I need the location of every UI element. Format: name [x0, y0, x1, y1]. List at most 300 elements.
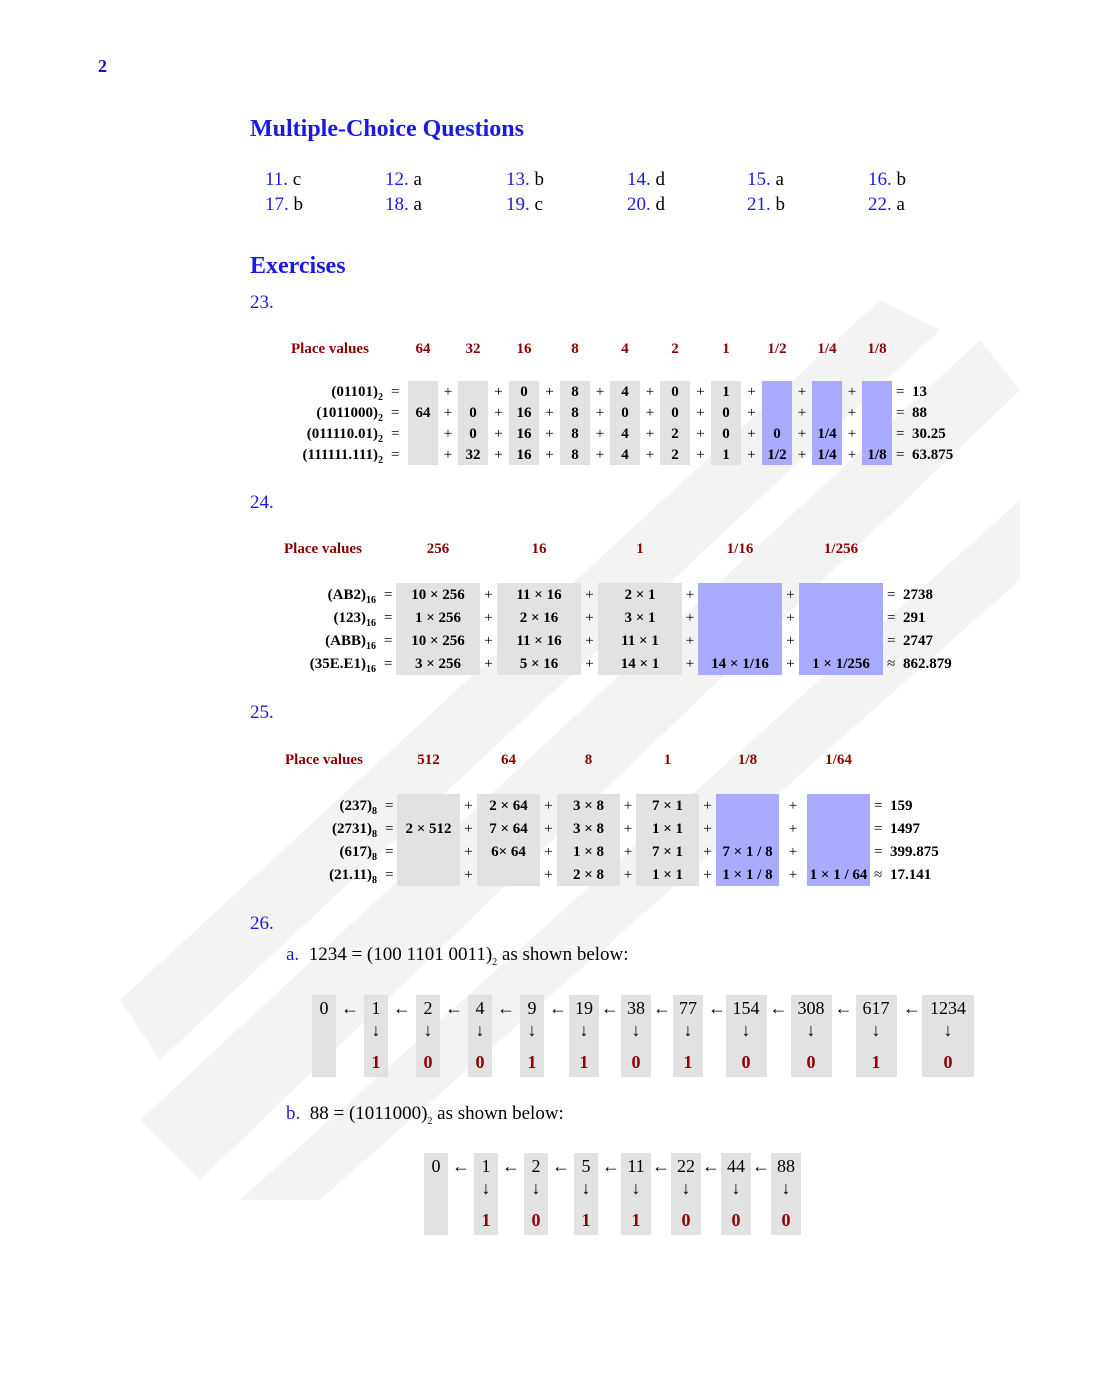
row-number-base: 2 [378, 433, 383, 445]
row-number-value: (011110.01) [306, 425, 378, 442]
quotient-value: 2 [423, 998, 433, 1018]
down-arrow: ↓ [781, 1178, 791, 1198]
down-arrow: ↓ [871, 1020, 881, 1040]
place-value: 256 [426, 541, 450, 557]
row-number-base: 2 [378, 454, 383, 466]
down-arrow: ↓ [741, 1020, 751, 1040]
down-arrow: ↓ [943, 1020, 953, 1040]
mcq-question-number: 18. [385, 194, 409, 215]
plus-sign: + [786, 586, 795, 603]
plus-sign: + [585, 586, 594, 603]
digit-value: 64 [415, 404, 431, 421]
digit-value: 3 × 8 [572, 820, 605, 837]
plus-sign: + [544, 866, 553, 883]
down-arrow: ↓ [806, 1020, 816, 1040]
plus-sign: + [685, 655, 695, 672]
row-number-base: 8 [372, 874, 377, 886]
exercises-heading: Exercises [250, 253, 346, 279]
place-value: 1/16 [726, 541, 754, 557]
result-value: 13 [912, 383, 927, 400]
column-shade [807, 817, 870, 840]
digit-value: 8 [571, 425, 579, 442]
digit-value: 0 [722, 404, 730, 421]
digit-value: 1/2 [767, 446, 787, 463]
plus-sign: + [464, 820, 473, 837]
row-number-base: 16 [366, 617, 376, 629]
part-b-text-post: as shown below: [432, 1103, 564, 1124]
left-arrow: ← [445, 998, 463, 1018]
quotient-value: 38 [627, 998, 645, 1018]
remainder-bit: 0 [731, 1210, 741, 1230]
plus-sign: + [443, 425, 453, 442]
down-arrow: ↓ [681, 1178, 691, 1198]
place-value: 4 [621, 341, 629, 357]
row-number-base: 16 [366, 640, 376, 652]
plus-sign: + [847, 383, 857, 400]
mcq-answer-letter: b [896, 169, 906, 190]
digit-value: 1/8 [867, 446, 887, 463]
part-a-text-post: as shown below: [497, 944, 629, 965]
row-number-value: (123) [333, 609, 366, 626]
mcq-answer-letter: b [775, 194, 785, 215]
place-value: 16 [516, 341, 532, 357]
column-shade [799, 629, 883, 652]
mcq-answer [868, 169, 906, 191]
digit-value: 3 × 1 [624, 609, 656, 626]
digit-value: 1 [722, 446, 730, 463]
plus-sign: + [645, 446, 655, 463]
digit-value: 2 × 8 [572, 866, 605, 883]
mcq-answer-letter: a [413, 194, 422, 215]
digit-value: 32 [465, 446, 481, 463]
digit-value: 0 [469, 425, 477, 442]
result-value: 63.875 [912, 446, 954, 463]
plus-sign: + [484, 632, 493, 649]
column-shade [862, 381, 892, 402]
place-value: 1 [636, 541, 644, 557]
left-arrow: ← [834, 998, 853, 1018]
digit-value: 1 × 1 / 8 [722, 866, 773, 883]
plus-sign: + [847, 446, 857, 463]
left-arrow: ← [502, 1156, 520, 1176]
left-arrow: ← [652, 1156, 670, 1176]
place-value: 16 [531, 541, 547, 557]
equals-sign: = [384, 632, 393, 649]
digit-value: 4 [621, 446, 629, 463]
equals-sign: = [391, 425, 400, 442]
remainder-bit: 0 [943, 1052, 953, 1072]
digit-value: 7 × 1 [651, 797, 684, 814]
mcq-question-number: 17. [265, 194, 289, 215]
plus-sign: + [544, 820, 553, 837]
plus-sign: + [623, 797, 633, 814]
mcq-question-number: 21. [747, 194, 771, 215]
plus-sign: + [797, 404, 807, 421]
mcq-question-number: 11. [265, 169, 289, 190]
digit-value: 1 × 1 [651, 820, 684, 837]
part-a-text: 1234 = (100 1101 0011) [308, 944, 493, 965]
digit-value: 0 [671, 404, 679, 421]
plus-sign: + [494, 446, 503, 463]
place-value: 8 [584, 752, 593, 768]
column-shade [698, 606, 782, 629]
plus-sign: + [703, 866, 712, 883]
plus-sign: + [595, 383, 605, 400]
column-shade [799, 606, 883, 629]
plus-sign: + [545, 446, 554, 463]
plus-sign: + [696, 425, 705, 442]
digit-value: 8 [571, 446, 579, 463]
left-arrow: ← [452, 1156, 470, 1176]
part-a-base: 2 [492, 956, 498, 968]
down-arrow: ↓ [423, 1020, 433, 1040]
place-value: 1/64 [825, 752, 852, 768]
row-number-base: 16 [366, 594, 376, 606]
digit-value: 0 [722, 425, 730, 442]
quotient-value: 9 [527, 998, 537, 1018]
plus-sign: + [443, 446, 453, 463]
plus-sign: + [786, 609, 795, 626]
place-value: 64 [415, 341, 431, 357]
exercise-26b-statement [286, 1103, 564, 1127]
mcq-answer [385, 169, 422, 191]
row-number-value: (01101) [331, 383, 378, 400]
digit-value: 1 × 256 [414, 609, 462, 626]
left-arrow: ← [341, 998, 359, 1018]
exercise-26-label: 26. [250, 913, 274, 934]
quotient-value: 88 [777, 1156, 795, 1176]
quotient-value: 308 [797, 998, 825, 1018]
quotient-value: 2 [531, 1156, 541, 1176]
equals-sign: = [385, 866, 394, 883]
result-relation: = [896, 446, 905, 463]
column-shade [408, 444, 438, 465]
quotient-value: 1 [481, 1156, 491, 1176]
down-arrow: ↓ [371, 1020, 381, 1040]
plus-sign: + [484, 655, 493, 672]
quotient-value: 0 [319, 998, 329, 1018]
column-shade [807, 794, 870, 817]
place-value: 32 [465, 341, 481, 357]
row-number-base: 2 [378, 391, 383, 403]
place-value: 64 [501, 752, 516, 768]
place-value: 1/8 [867, 341, 887, 357]
plus-sign: + [544, 797, 553, 814]
row-number [217, 865, 377, 891]
down-arrow: ↓ [579, 1020, 589, 1040]
left-arrow: ← [497, 998, 515, 1018]
digit-value: 4 [621, 425, 629, 442]
plus-sign: + [464, 866, 473, 883]
digit-value: 2 × 16 [519, 609, 559, 626]
column-shade [408, 381, 438, 402]
place-value: 512 [417, 752, 440, 768]
plus-sign: + [788, 843, 798, 860]
digit-value: 14 × 1 [620, 655, 660, 672]
down-arrow: ↓ [731, 1178, 741, 1198]
mcq-answer-letter: a [775, 169, 784, 190]
quotient-value: 11 [627, 1156, 645, 1176]
plus-sign: + [443, 383, 453, 400]
digit-value: 11 × 1 [621, 632, 659, 649]
equals-sign: = [384, 655, 393, 672]
result-relation: = [896, 383, 905, 400]
remainder-bit: 1 [581, 1210, 591, 1230]
result-relation: ≈ [887, 655, 896, 672]
equals-sign: = [384, 586, 393, 603]
mcq-question-number: 16. [868, 169, 892, 190]
digit-value: 10 × 256 [411, 632, 465, 649]
column-shade [762, 381, 792, 402]
digit-value: 1 × 1 / 64 [809, 866, 868, 883]
result-value: 1497 [890, 820, 920, 837]
result-value: 291 [903, 609, 926, 626]
row-number-value: (111111.111) [302, 446, 378, 463]
digit-value: 1 × 1 [651, 866, 684, 883]
digit-value: 11 × 16 [516, 632, 562, 649]
mcq-question-number: 13. [506, 169, 530, 190]
digit-value: 3 × 8 [572, 797, 605, 814]
left-arrow: ← [601, 998, 619, 1018]
result-relation: = [887, 586, 896, 603]
plus-sign: + [788, 820, 798, 837]
place-values-label: Place values [285, 752, 363, 768]
row-number-value: (21.11) [329, 866, 372, 883]
place-values-label: Place values [284, 541, 362, 557]
column-shade [862, 423, 892, 444]
row-number-value: (2731) [332, 820, 372, 837]
mcq-question-number: 12. [385, 169, 409, 190]
result-relation: = [887, 632, 896, 649]
result-relation: = [874, 843, 883, 860]
digit-value: 14 × 1/16 [711, 655, 769, 672]
column-shade [762, 402, 792, 423]
plus-sign: + [585, 655, 594, 672]
plus-sign: + [464, 843, 473, 860]
column-shade [716, 817, 779, 840]
digit-value: 0 [469, 404, 477, 421]
plus-sign: + [595, 425, 605, 442]
plus-sign: + [703, 797, 712, 814]
place-value: 1 [722, 341, 730, 357]
digit-value: 2 × 512 [405, 820, 452, 837]
digit-value: 1 × 8 [572, 843, 605, 860]
down-arrow: ↓ [531, 1178, 541, 1198]
equals-sign: = [385, 843, 394, 860]
digit-value: 0 [621, 404, 629, 421]
row-number-value: (35E.E1) [309, 655, 366, 672]
left-arrow: ← [708, 998, 726, 1018]
row-number-value: (AB2) [327, 586, 366, 603]
row-number-base: 2 [378, 412, 383, 424]
left-arrow: ← [393, 998, 411, 1018]
column-shade [812, 381, 842, 402]
left-arrow: ← [552, 1156, 570, 1176]
plus-sign: + [623, 843, 633, 860]
quotient-value: 1234 [930, 998, 966, 1018]
mcq-answer [627, 194, 665, 216]
plus-sign: + [545, 425, 554, 442]
plus-sign: + [494, 383, 503, 400]
left-arrow: ← [549, 998, 567, 1018]
plus-sign: + [595, 404, 605, 421]
digit-value: 0 [773, 425, 781, 442]
left-arrow: ← [903, 998, 921, 1018]
mcq-answer [747, 169, 784, 191]
row-number-value: (ABB) [325, 632, 366, 649]
mcq-answer [385, 194, 422, 216]
remainder-bit: 0 [531, 1210, 541, 1230]
mcq-answer-letter: a [896, 194, 905, 215]
plus-sign: + [685, 609, 695, 626]
column-shade [397, 840, 460, 863]
remainder-bit: 1 [481, 1210, 491, 1230]
digit-value: 1 × 1/256 [812, 655, 870, 672]
plus-sign: + [797, 383, 807, 400]
part-b-text: 88 = (1011000) [309, 1103, 428, 1124]
remainder-bit: 0 [631, 1052, 641, 1072]
remainder-bit: 1 [527, 1052, 537, 1072]
place-value: 1/2 [767, 341, 787, 357]
mcq-answer [627, 169, 665, 191]
plus-sign: + [847, 425, 857, 442]
remainder-bit: 1 [683, 1052, 693, 1072]
plus-sign: + [703, 820, 712, 837]
mcq-answer [868, 194, 905, 216]
plus-sign: + [645, 383, 655, 400]
down-arrow: ↓ [475, 1020, 485, 1040]
result-value: 2747 [903, 632, 933, 649]
digit-value: 2 × 1 [624, 586, 656, 603]
result-relation: = [887, 609, 896, 626]
result-relation: ≈ [874, 866, 883, 883]
mcq-answer [265, 169, 301, 191]
remainder-bit: 0 [475, 1052, 485, 1072]
digit-value: 2 [671, 446, 679, 463]
column-shade [799, 583, 883, 606]
plus-sign: + [786, 632, 795, 649]
mcq-question-number: 14. [627, 169, 651, 190]
plus-sign: + [595, 446, 605, 463]
column-shade [477, 863, 540, 886]
down-arrow: ↓ [631, 1020, 641, 1040]
plus-sign: + [786, 655, 795, 672]
place-value: 8 [571, 341, 579, 357]
place-values-label: Place values [291, 341, 369, 357]
result-value: 399.875 [890, 843, 939, 860]
left-arrow: ← [653, 998, 671, 1018]
plus-sign: + [494, 404, 503, 421]
column-shade [458, 381, 488, 402]
left-arrow: ← [769, 998, 788, 1018]
mcq-answer-letter: d [655, 169, 665, 190]
row-number-base: 8 [372, 805, 377, 817]
plus-sign: + [696, 383, 705, 400]
quotient-value: 77 [679, 998, 697, 1018]
row-number-base: 16 [366, 663, 376, 675]
digit-value: 16 [516, 404, 532, 421]
plus-sign: + [685, 586, 695, 603]
plus-sign: + [585, 632, 594, 649]
equals-sign: = [391, 404, 400, 421]
column-shade [397, 863, 460, 886]
result-value: 88 [912, 404, 927, 421]
result-relation: = [874, 820, 883, 837]
part-a-letter: a. [286, 944, 300, 965]
digit-value: 4 [621, 383, 629, 400]
equals-sign: = [391, 446, 400, 463]
plus-sign: + [797, 446, 807, 463]
plus-sign: + [788, 797, 798, 814]
equals-sign: = [384, 609, 393, 626]
quotient-value: 4 [475, 998, 485, 1018]
remainder-bit: 1 [579, 1052, 589, 1072]
quotient-value: 44 [727, 1156, 745, 1176]
row-number [223, 445, 383, 471]
plus-sign: + [703, 843, 712, 860]
quotient-value: 5 [581, 1156, 591, 1176]
mcq-answer-letter: c [292, 169, 302, 190]
result-relation: = [874, 797, 883, 814]
result-relation: = [896, 425, 905, 442]
exercise-24-label: 24. [250, 492, 274, 513]
place-value: 1/256 [823, 541, 859, 557]
mcq-answer-letter: b [293, 194, 303, 215]
mcq-answer [747, 194, 785, 216]
digit-value: 1 [722, 383, 730, 400]
plus-sign: + [545, 383, 554, 400]
plus-sign: + [443, 404, 453, 421]
digit-value: 16 [516, 446, 532, 463]
plus-sign: + [484, 586, 493, 603]
digit-value: 8 [571, 404, 579, 421]
result-value: 2738 [903, 586, 933, 603]
result-value: 30.25 [912, 425, 946, 442]
quotient-value: 154 [732, 998, 760, 1018]
mcq-answer-letter: a [413, 169, 422, 190]
digit-value: 7 × 1 [651, 843, 684, 860]
remainder-bit: 0 [423, 1052, 433, 1072]
mcq-question-number: 20. [627, 194, 651, 215]
mcq-answer-letter: b [534, 169, 544, 190]
exercise-26a-statement [286, 944, 629, 968]
digit-value: 6× 64 [491, 843, 526, 860]
down-arrow: ↓ [631, 1178, 641, 1198]
plus-sign: + [484, 609, 493, 626]
plus-sign: + [696, 404, 705, 421]
remainder-bit: 1 [871, 1052, 881, 1072]
remainder-bit: 0 [806, 1052, 816, 1072]
exercise-23-label: 23. [250, 292, 274, 313]
mcq-question-number: 22. [868, 194, 892, 215]
page-number: 2 [98, 56, 107, 76]
place-value: 2 [671, 341, 679, 357]
down-arrow: ↓ [527, 1020, 537, 1040]
remainder-bit: 1 [371, 1052, 381, 1072]
left-arrow: ← [752, 1156, 770, 1176]
place-value: 1/4 [817, 341, 837, 357]
plus-sign: + [747, 425, 756, 442]
digit-value: 7 × 64 [489, 820, 528, 837]
quotient-value: 22 [677, 1156, 695, 1176]
equals-sign: = [385, 797, 394, 814]
column-shade [716, 794, 779, 817]
row-number-base: 8 [372, 851, 377, 863]
digit-value: 1/4 [817, 425, 837, 442]
result-relation: = [896, 404, 905, 421]
quotient-value: 19 [575, 998, 593, 1018]
digit-value: 8 [571, 383, 579, 400]
